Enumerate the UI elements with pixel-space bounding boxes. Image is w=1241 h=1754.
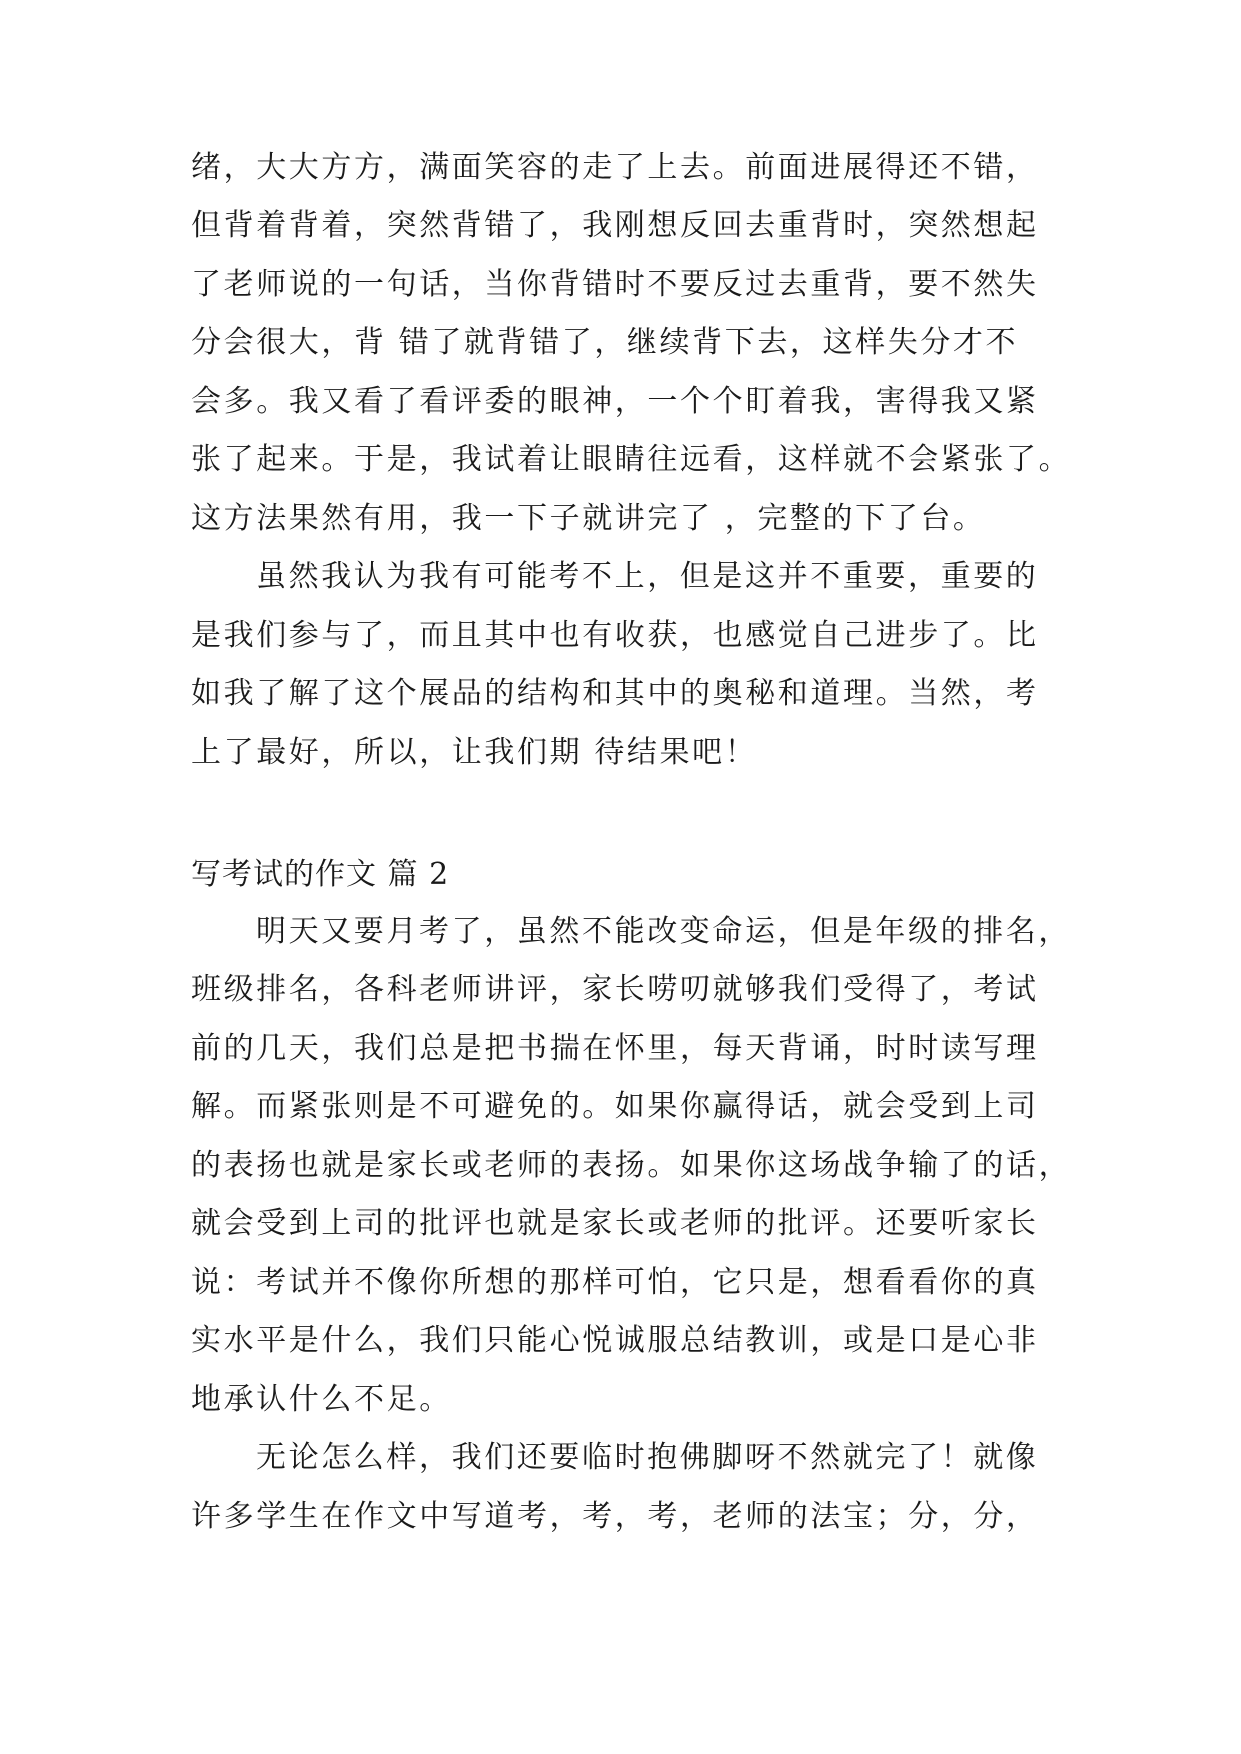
text-line: 如我了解了这个展品的结构和其中的奥秘和道理。当然，考	[191, 676, 1039, 711]
text-line: 张了起来。于是，我试着让眼睛往远看，这样就不会紧张了。	[191, 442, 1072, 477]
text-line: 了老师说的一句话，当你背错时不要反过去重背，要不然失	[191, 267, 1039, 302]
text-line: 分会很大，背 错了就背错了，继续背下去，这样失分才不	[191, 325, 1019, 360]
text-line: 解。而紧张则是不可避免的。如果你赢得话，就会受到上司	[191, 1089, 1039, 1124]
text-line: 地承认什么不足。	[191, 1382, 452, 1417]
text-line: 前的几天，我们总是把书揣在怀里，每天背诵，时时读写理	[191, 1031, 1039, 1066]
text-line: 说：考试并不像你所想的那样可怕，它只是，想看看你的真	[191, 1265, 1039, 1300]
text-line: 无论怎么样，我们还要临时抱佛脚呀不然就完了！就像	[256, 1440, 1039, 1475]
text-line: 但背着背着，突然背错了，我刚想反回去重背时，突然想起	[191, 208, 1039, 243]
text-line: 班级排名，各科老师讲评，家长唠叨就够我们受得了，考试	[191, 972, 1039, 1007]
text-line: 许多学生在作文中写道考，考，考，老师的法宝；分，分，	[191, 1499, 1039, 1534]
text-line: 虽然我认为我有可能考不上，但是这并不重要，重要的	[256, 559, 1039, 594]
text-line: 的表扬也就是家长或老师的表扬。如果你这场战争输了的话，	[191, 1148, 1072, 1183]
text-line: 明天又要月考了，虽然不能改变命运，但是年级的排名，	[256, 914, 1071, 949]
text-line: 绪，大大方方，满面笑容的走了上去。前面进展得还不错，	[191, 150, 1039, 185]
text-line: 这方法果然有用，我一下子就讲完了 ，完整的下了台。	[191, 501, 986, 536]
text-line: 上了最好，所以，让我们期 待结果吧！	[191, 735, 758, 770]
text-line: 会多。我又看了看评委的眼神，一个个盯着我，害得我又紧	[191, 384, 1039, 419]
text-line: 实水平是什么，我们只能心悦诚服总结教训，或是口是心非	[191, 1323, 1039, 1358]
text-line: 就会受到上司的批评也就是家长或老师的批评。还要听家长	[191, 1206, 1039, 1241]
section-heading: 写考试的作文 篇 2	[191, 857, 450, 892]
text-line: 是我们参与了，而且其中也有收获，也感觉自己进步了。比	[191, 618, 1039, 653]
